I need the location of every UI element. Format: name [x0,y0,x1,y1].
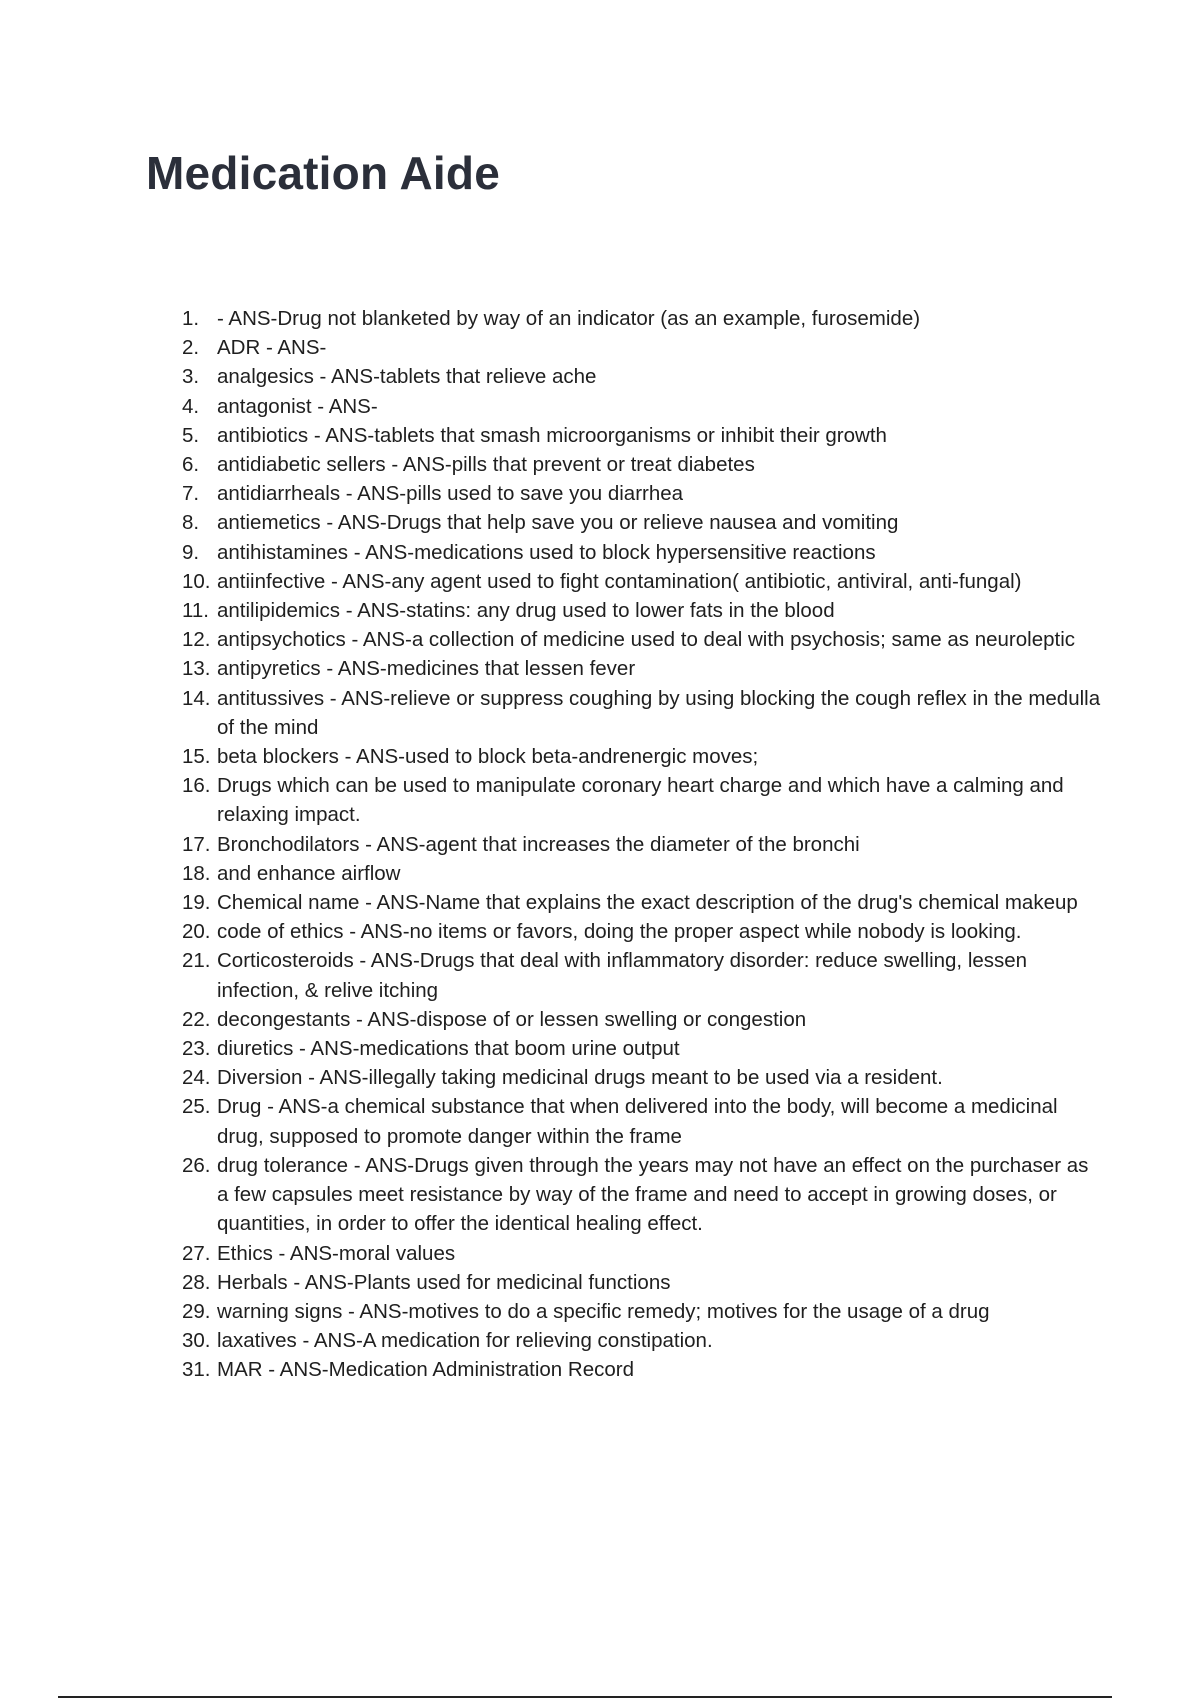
list-item [182,362,1102,391]
list-item-number: 27. [182,1241,211,1265]
list-item-text: antiinfective - ANS-any agent used to fight contamination( antibiotic, antiviral, anti-fungal) [217,569,1022,593]
list-item-number: 30. [182,1329,211,1353]
list-item-text: and enhance airflow [217,861,401,885]
list-item-text: beta blockers - ANS-used to block beta-andrenergic moves; [217,745,759,769]
list-item-text: MAR - ANS-Medication Administration Record [217,1358,634,1382]
list-item-number: 3. [182,365,200,389]
list-item-text: Corticosteroids - ANS-Drugs that deal with inflammatory disorder: reduce swelling, lessen infection, & relive itching [217,949,1028,1002]
list-item-text: - ANS-Drug not blanketed by way of an indicator (as an example, furosemide) [217,307,921,330]
list-item [182,508,1102,537]
list-item-text: antidiarrheals - ANS-pills used to save you diarrhea [217,482,684,506]
list-item-number: 20. [182,920,211,944]
list-item [182,596,1102,625]
list-item-text: antilipidemics - ANS-statins: any drug used to lower fats in the blood [217,599,835,623]
list-item-text: antidiabetic sellers - ANS-pills that prevent or treat diabetes [217,453,755,477]
list-item-text: analgesics - ANS-tablets that relieve ache [217,365,597,389]
list-item [182,1297,1102,1326]
list-item [182,1151,1102,1239]
list-item [182,333,1102,362]
list-item-text: decongestants - ANS-dispose of or lessen swelling or congestion [217,1007,807,1031]
list-item [182,1239,1102,1268]
bottom-divider [58,1696,1112,1698]
list-item [182,917,1102,946]
list-item [182,830,1102,859]
list-item-number: 11. [182,599,209,623]
list-item [182,859,1102,888]
list-item-text: Chemical name - ANS-Name that explains the exact description of the drug's chemical makeup [217,891,1078,915]
list-item-number: 7. [182,482,200,506]
list-item-number: 23. [182,1037,211,1061]
list-item-text: warning signs - ANS-motives to do a specific remedy; motives for the usage of a drug [217,1299,990,1323]
term-list [182,304,1102,1385]
list-item-number: 10. [182,569,211,593]
list-item-text: Drugs which can be used to manipulate coronary heart charge and which have a calming and relaxing impact. [217,774,1064,827]
list-item-text: antagonist - ANS- [217,394,378,418]
list-item-number: 8. [182,511,200,535]
list-item-number: 31. [182,1358,211,1382]
list-item-text: Ethics - ANS-moral values [217,1241,456,1265]
list-item [182,1063,1102,1092]
list-item-text: antipyretics - ANS-medicines that lessen fever [217,657,636,681]
list-item [182,1355,1102,1384]
list-item [182,1326,1102,1355]
list-item [182,450,1102,479]
list-item [182,888,1102,917]
list-item-text: diuretics - ANS-medications that boom urine output [217,1037,680,1061]
list-item-number: 14. [182,686,211,710]
list-item-number: 22. [182,1007,211,1031]
list-item-number: 13. [182,657,211,681]
list-item-text: Drug - ANS-a chemical substance that when delivered into the body, will become a medicinal drug, supposed to promote danger within the frame [217,1095,1058,1148]
page-title: Medication Aide [146,147,500,199]
list-item-number: 2. [182,336,200,360]
list-item-text: antiemetics - ANS-Drugs that help save you or relieve nausea and vomiting [217,511,899,535]
list-item-number: 18. [182,861,211,885]
list-item-number: 6. [182,453,200,477]
list-item-number: 28. [182,1270,211,1294]
list-item-number: 5. [182,423,200,447]
list-item-text: antibiotics - ANS-tablets that smash microorganisms or inhibit their growth [217,423,887,447]
list-item-number: 24. [182,1066,211,1090]
list-item-text: antihistamines - ANS-medications used to block hypersensitive reactions [217,540,876,564]
list-item-text: code of ethics - ANS-no items or favors, doing the proper aspect while nobody is looking. [217,920,1022,944]
list-item [182,421,1102,450]
list-item-text: ADR - ANS- [217,336,327,360]
list-item-number: 9. [182,540,200,564]
list-item-number: 21. [182,949,211,973]
list-item-number: 15. [182,745,211,769]
list-item-number: 16. [182,774,211,798]
list-item [182,742,1102,771]
list-item [182,567,1102,596]
list-item [182,946,1102,1004]
list-item [182,625,1102,654]
list-item-number: 1. [182,307,200,330]
list-item [182,1268,1102,1297]
list-item-number: 29. [182,1299,211,1323]
list-item [182,538,1102,567]
list-item-text: Diversion - ANS-illegally taking medicinal drugs meant to be used via a resident. [217,1066,943,1090]
list-item [182,1092,1102,1150]
list-item [182,654,1102,683]
list-item [182,392,1102,421]
list-item-text: antipsychotics - ANS-a collection of medicine used to deal with psychosis; same as neuroleptic [217,628,1076,652]
list-item-number: 4. [182,394,200,418]
list-item [182,479,1102,508]
list-item [182,1005,1102,1034]
list-item-number: 12. [182,628,211,652]
list-item-text: drug tolerance - ANS-Drugs given through the years may not have an effect on the purchaser as a few capsules meet resistance by way of the frame and need to accept in growing doses, or quantities, in order to offer the identical healing effect. [217,1153,1089,1236]
list-item-text: Herbals - ANS-Plants used for medicinal functions [217,1270,671,1294]
list-item-text: laxatives - ANS-A medication for relieving constipation. [217,1329,713,1353]
list-item-text: antitussives - ANS-relieve or suppress coughing by using blocking the cough reflex in the medulla of the mind [217,686,1101,739]
list-item-number: 26. [182,1153,211,1177]
list-item-number: 19. [182,891,211,915]
list-item [182,304,1102,333]
list-item [182,1034,1102,1063]
list-item-number: 25. [182,1095,211,1119]
list-item [182,684,1102,742]
list-item-text: Bronchodilators - ANS-agent that increases the diameter of the bronchi [217,832,860,856]
list-item-number: 17. [182,832,211,856]
list-item [182,771,1102,829]
